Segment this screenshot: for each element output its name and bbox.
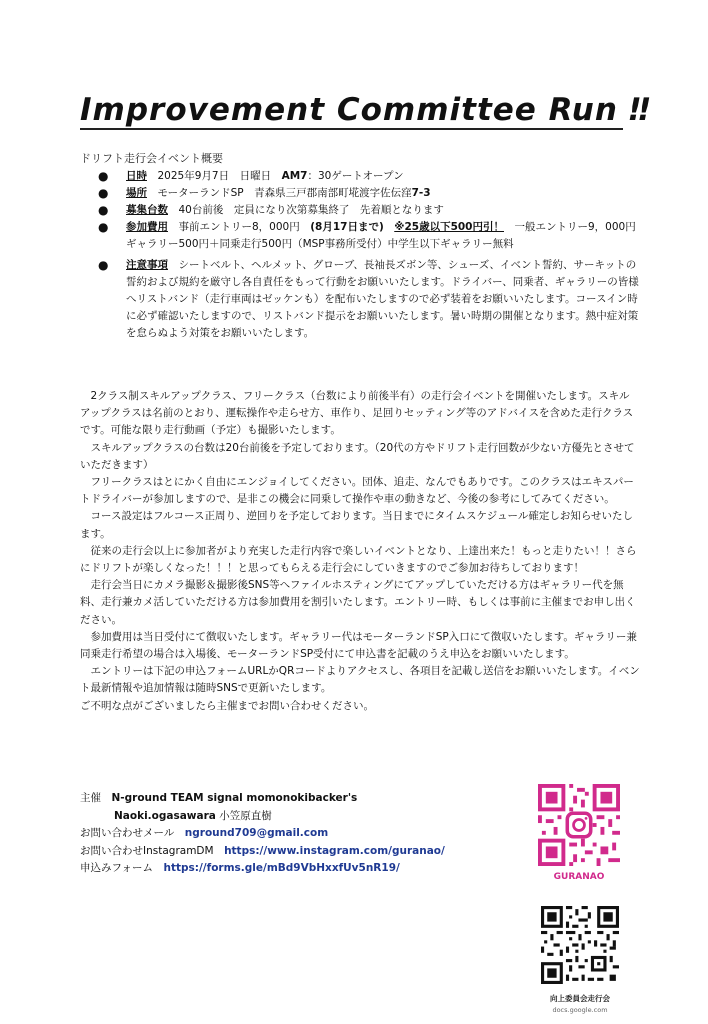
fee-label: 参加費用 [126,221,168,233]
date-time-bold: AM7 [281,170,308,182]
host-label: 主催 [80,792,101,804]
body-paragraph: ご不明な点がございましたら主催までお問い合わせください。 [80,699,374,712]
body-paragraph: 従来の走行会以上に参加者がより充実した走行内容で楽しいイベントとなり、上達出来た！もっと走りたい！！さらにドリフトが楽しくなった！！！と思ってもらえる走行会にしていきますのでご参加お待ちしております！ [80,544,637,575]
place-text: モーターランドSP 青森県三戸郡南部町埖渡字佐伝窪 [157,187,412,199]
bullet-icon: ● [98,186,109,200]
host-line [80,790,510,808]
fee-text2: 一般エントリー9，000円 ギャラリー500円＋同乗走行500円（MSP事務所受付）中学生以下ギャラリー無料 [126,221,647,250]
body-paragraph: 走行会当日にカメラ撮影＆撮影後SNS等へファイルホスティングにてアップしていただける方はギャラリー代を無料、走行兼カメ活していただける方は参加費用を割引いたします。エントリー時、もしくは事前に主催までお申し出ください。 [80,579,636,626]
form-line [80,860,510,878]
place-number: 7-3 [411,187,431,199]
instagram-line [80,843,510,861]
fee-deadline: (8月17日まで) [310,221,384,233]
fee-discount: ※25歳以下500円引！ [394,221,504,233]
mail-label: お問い合わせメール [80,827,175,839]
bullet-icon: ● [98,258,109,272]
form-link[interactable]: https://forms.gle/mBd9VbHxxfUv5nR19/ [163,862,400,874]
description-body [80,388,640,715]
place-label: 場所 [126,187,147,199]
capacity-label: 募集台数 [126,204,168,216]
overview-place [80,185,640,202]
bullet-icon: ● [98,169,109,183]
instagram-label: お問い合わせInstagramDM [80,844,214,857]
mail-link[interactable]: nground709@gmail.com [184,827,329,839]
date-rest: ：30ゲートオープン [307,170,404,182]
body-paragraph: エントリーは下記の申込フォームURLかQRコードよりアクセスし、各項目を記載し送信をお願いいたします。イベント最新情報や追加情報は随時SNSで更新いたします。 [80,665,640,695]
host-value: N-ground TEAM signal momonokibacker's [111,792,358,804]
body-paragraph: 参加費用は当日受付にて徴収いたします。ギャラリー代はモーターランドSP入口にて徴収いたします。ギャラリー兼同乗走行希望の場合は入場後、モーターランドSP受付にて申込書を記載のうえ申込をお願いいたします。 [80,630,637,661]
form-label: 申込みフォーム [80,862,153,874]
date-text: 2025年9月7日 日曜日 [157,170,282,182]
host-name: Naoki.ogasawara [114,809,216,822]
overview-notes [80,257,640,342]
overview-heading: ドリフト走行会イベント概要 [80,152,223,165]
host-name-jp: 小笠原直樹 [219,809,272,822]
bullet-icon: ● [98,220,109,234]
body-paragraph: スキルアップクラスの台数は20台前後を予定しております。（20代の方やドリフト走行回数が少ない方優先とさせていただきます） [80,441,635,471]
contact-block [80,790,510,878]
overview-list [80,168,647,342]
instagram-qr-label: GURANAO [553,872,605,882]
form-qr-code[interactable] [541,906,619,984]
body-paragraph: コース設定はフルコース正周り、逆回りを予定しております。当日までにタイムスケジュール確定しお知らせいたします。 [80,510,634,540]
notes-text: シートベルト、ヘルメット、グローブ、長袖長ズボン等、シューズ、イベント誓約、サーキットの誓約および規約を厳守し各自責任をもって行動をお願いいたします。ドライバー、同乗者、ギャラリーの皆様へリストバンド（走行車両はゼッケンも）を配布いたしますので必ず装着をお願いいたします。コースイン時に必ず確認いたしますので、リストバンド提示をお願いいたします。暑い時期の開催となります。熱中症対策を怠らぬよう対策をお願いいたします。 [126,259,639,339]
date-label: 日時 [126,170,147,182]
instagram-qr-code[interactable] [538,784,620,866]
host-line-2 [80,808,510,826]
fee-text1: 事前エントリー8，000円 [178,221,311,233]
overview-capacity [80,202,640,219]
body-paragraph: 2クラス制スキルアップクラス、フリークラス（台数により前後半有）の走行会イベントを開催いたします。スキルアップクラスは名前のとおり、運転操作や走らせ方、車作り、足回りセッティング等のアドバイスを含めた走行クラスです。可能な限り走行動画（予定）も撮影いたします。 [80,390,634,437]
overview-fee [80,219,647,253]
event-title: Improvement Committee Run ‼ [80,92,651,128]
mail-line [80,825,510,843]
form-qr-domain: docs.google.com [552,1006,608,1014]
instagram-link[interactable]: https://www.instagram.com/guranao/ [224,844,445,857]
capacity-text: 40台前後 定員になり次第募集終了 先着順となります [178,204,444,216]
title-underline [80,128,623,130]
overview-date [80,168,640,185]
form-qr-label: 向上委員会走行会 [550,994,610,1003]
notes-label: 注意事項 [126,259,168,271]
bullet-icon: ● [98,203,109,217]
body-paragraph: フリークラスはとにかく自由にエンジョイしてください。団体、追走、なんでもありです。このクラスはエキスパートドライバーが参加しますので、是非この機会に同乗して操作や車の動きなど、今後の参考にしてみてください。 [80,476,634,506]
